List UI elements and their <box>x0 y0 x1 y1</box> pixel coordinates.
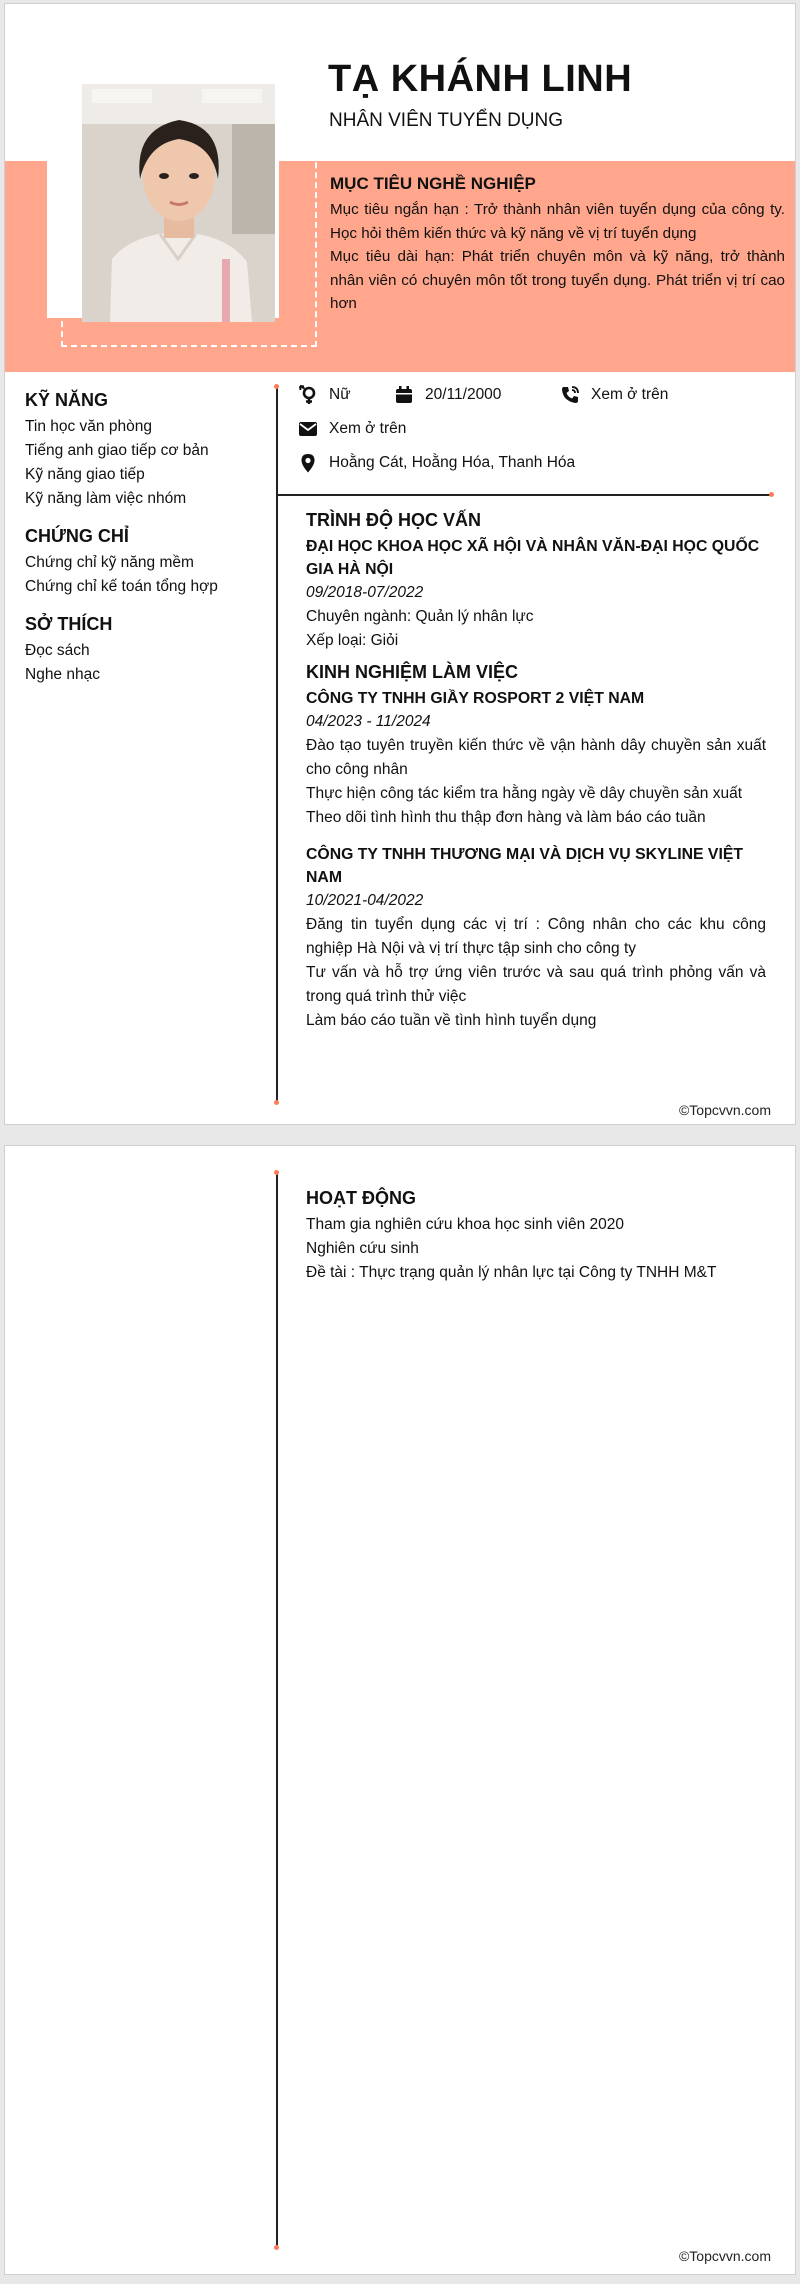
job-period: 10/2021-04/2022 <box>306 892 424 909</box>
activities-heading: HOẠT ĐỘNG <box>306 1188 416 1208</box>
dob-value: 20/11/2000 <box>425 386 502 403</box>
job-company: CÔNG TY TNHH THƯƠNG MẠI VÀ DỊCH VỤ SKYLINE VIỆT NAM <box>306 846 744 886</box>
certificate-item: Chứng chỉ kế toán tổng hợp <box>25 578 218 595</box>
hobbies-heading: SỞ THÍCH <box>25 614 113 634</box>
candidate-name: TẠ KHÁNH LINH <box>328 58 633 100</box>
footer-brand: ©Topcvvn.com <box>678 1102 771 1118</box>
profile-photo-image <box>82 84 275 322</box>
timeline-dot-bottom <box>274 2245 279 2250</box>
hobbies-section <box>25 614 265 687</box>
objective-heading: MỤC TIÊU NGHỀ NGHIỆP <box>330 174 536 193</box>
email-icon <box>298 419 318 439</box>
activity-line: Nghiên cứu sinh <box>306 1240 419 1257</box>
school-name: ĐẠI HỌC KHOA HỌC XÃ HỘI VÀ NHÂN VĂN-ĐẠI HỌC QUỐC GIA HÀ NỘI <box>306 538 760 578</box>
timeline-line <box>276 1172 278 2247</box>
objective-short-term: Mục tiêu ngắn hạn : Trở thành nhân viên tuyển dụng của công ty. Học hỏi thêm kiến thức và kỹ năng về vị trí tuyển dụng <box>330 201 785 242</box>
hobby-item: Đọc sách <box>25 642 90 659</box>
gender-value: Nữ <box>329 386 351 403</box>
job-company: CÔNG TY TNHH GIẦY ROSPORT 2 VIỆT NAM <box>306 690 645 707</box>
job-duty: Thực hiện công tác kiểm tra hằng ngày về dây chuyền sản xuất <box>306 785 743 802</box>
education-section <box>306 510 766 653</box>
contact-dob <box>394 385 501 405</box>
main-column <box>306 510 766 1042</box>
footer-brand: ©Topcvvn.com <box>678 2248 771 2264</box>
job-duty: Tư vấn và hỗ trợ ứng viên trước và sau quá trình phỏng vấn và trong quá trình thử việc <box>306 964 766 1005</box>
divider-dot-end <box>769 492 774 497</box>
activities-section <box>306 1188 766 1285</box>
education-major: Chuyên ngành: Quản lý nhân lực <box>306 608 534 625</box>
timeline-dot-bottom <box>274 1100 279 1105</box>
skills-section <box>25 390 265 511</box>
job-entry <box>306 843 766 1033</box>
location-icon <box>298 453 318 473</box>
certificate-item: Chứng chỉ kỹ năng mềm <box>25 554 194 571</box>
hobby-item: Nghe nhạc <box>25 666 100 683</box>
education-heading: TRÌNH ĐỘ HỌC VẤN <box>306 510 481 530</box>
activity-line: Đề tài : Thực trạng quản lý nhân lực tại Công ty TNHH M&T <box>306 1264 717 1281</box>
candidate-title: NHÂN VIÊN TUYỂN DỤNG <box>329 110 564 131</box>
contact-phone <box>560 385 668 405</box>
education-grade: Xếp loại: Giỏi <box>306 632 399 649</box>
cv-page-2 <box>4 1145 796 2275</box>
education-period: 09/2018-07/2022 <box>306 584 424 601</box>
calendar-icon <box>394 385 414 405</box>
cv-page-1 <box>4 3 796 1125</box>
job-duty: Đăng tin tuyển dụng các vị trí : Công nhân cho các khu công nghiệp Hà Nội và vị trí thực tập sinh cho công ty <box>306 916 766 957</box>
contact-divider <box>277 494 772 496</box>
timeline-dot-top <box>274 1170 279 1175</box>
experience-heading: KINH NGHIỆM LÀM VIỆC <box>306 662 519 682</box>
skills-heading: KỸ NĂNG <box>25 390 109 410</box>
left-column <box>25 390 265 702</box>
objective-long-term: Mục tiêu dài hạn: Phát triển chuyên môn và kỹ năng, trở thành nhân viên có chuyên môn tốt trong tuyển dụng. Phát triển vị trí cao hơn <box>330 248 785 313</box>
experience-section <box>306 662 766 1033</box>
address-value: Hoằng Cát, Hoằng Hóa, Thanh Hóa <box>329 454 576 471</box>
contact-gender <box>298 385 351 405</box>
timeline-dot-top <box>274 384 279 389</box>
job-duty: Đào tạo tuyên truyền kiến thức về vận hành dây chuyền sản xuất cho công nhân <box>306 737 766 778</box>
gender-icon <box>298 385 318 405</box>
skill-item: Tiếng anh giao tiếp cơ bản <box>25 442 209 459</box>
activity-line: Tham gia nghiên cứu khoa học sinh viên 2020 <box>306 1216 624 1233</box>
phone-icon <box>560 385 580 405</box>
email-value: Xem ở trên <box>329 420 407 437</box>
job-duty: Làm báo cáo tuần về tình hình tuyển dụng <box>306 1012 597 1029</box>
certificates-heading: CHỨNG CHỈ <box>25 526 129 546</box>
skill-item: Kỹ năng làm việc nhóm <box>25 490 187 507</box>
skill-item: Kỹ năng giao tiếp <box>25 466 145 483</box>
certificates-section <box>25 526 265 599</box>
skill-item: Tin học văn phòng <box>25 418 152 435</box>
profile-photo <box>82 84 275 322</box>
contact-email <box>298 419 406 439</box>
objective-section <box>330 174 785 316</box>
contact-address <box>298 453 575 473</box>
job-period: 04/2023 - 11/2024 <box>306 713 431 730</box>
job-duty: Theo dõi tình hình thu thập đơn hàng và làm báo cáo tuần <box>306 809 706 826</box>
phone-value: Xem ở trên <box>591 386 669 403</box>
job-entry <box>306 687 766 830</box>
